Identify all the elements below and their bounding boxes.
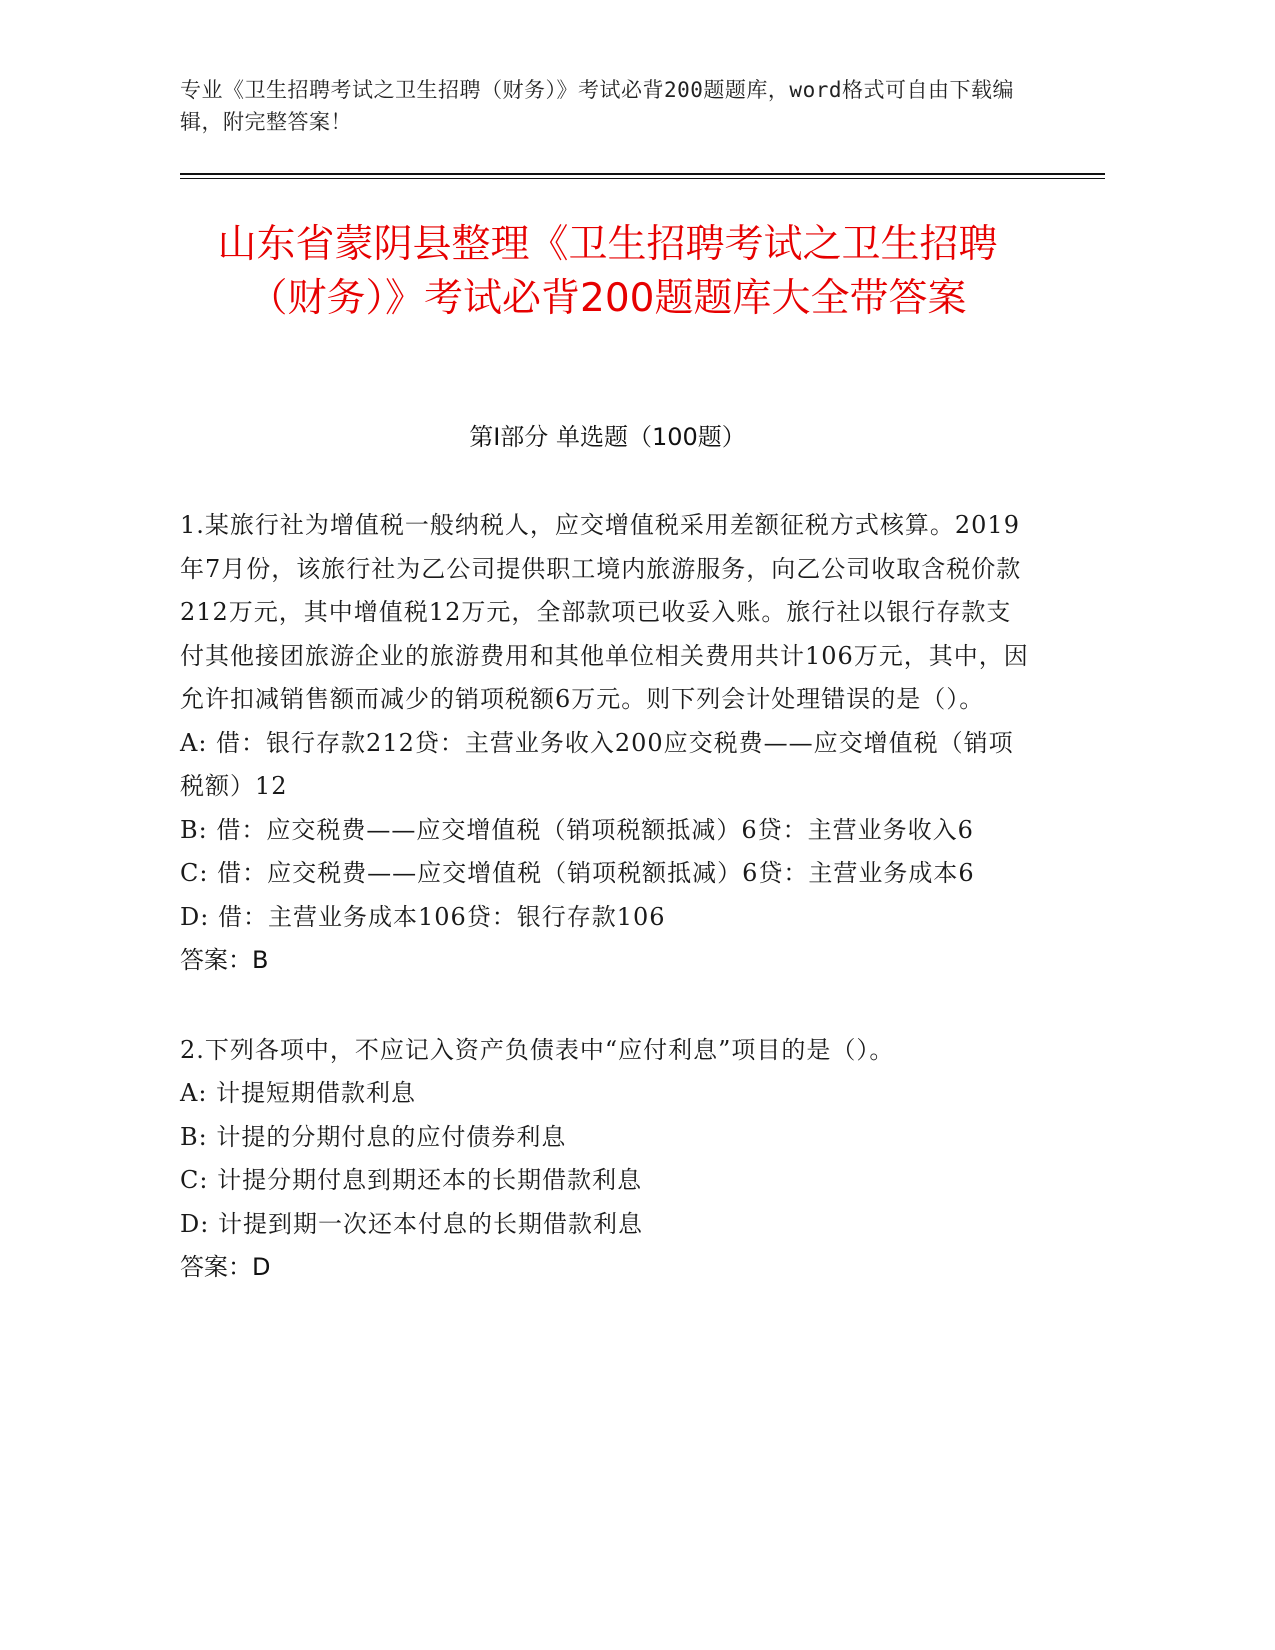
option-b: B: 借：应交税费——应交增值税（销项税额抵减）6贷：主营业务收入6 [180,815,974,844]
question-1 [180,504,1030,983]
option-d: D: 计提到期一次还本付息的长期借款利息 [180,1209,643,1238]
option-b: B: 计提的分期付息的应付债券利息 [180,1122,567,1151]
option-c: C: 借：应交税费——应交增值税（销项税额抵减）6贷：主营业务成本6 [180,859,975,887]
option-c: C: 计提分期付息到期还本的长期借款利息 [180,1166,643,1194]
document-title: 山东省蒙阴县整理《卫生招聘考试之卫生招聘（财务）》考试必背200题题库大全带答案 [217,222,998,321]
header-divider-thick [180,173,1105,175]
answer-line: 答案：B [180,946,269,974]
question-stem: 2.下列各项中，不应记入资产负债表中“应付利息”项目的是（）。 [180,1035,895,1064]
option-a: A: 借：银行存款212贷：主营业务收入200应交税费——应交增值税（销项税额）12 [180,728,1014,800]
answer-line: 答案：D [180,1253,271,1281]
option-d: D: 借：主营业务成本106贷：银行存款106 [180,902,666,931]
question-list [180,504,1030,1336]
header-divider-thin [180,178,1105,179]
option-a: A: 计提短期借款利息 [180,1079,417,1107]
question-2 [180,1029,1030,1290]
header-note: 专业《卫生招聘考试之卫生招聘（财务）》考试必背200题题库，word格式可自由下载编辑，附完整答案！ [180,78,1014,134]
section-heading: 第Ⅰ部分 单选题（100题） [469,423,746,451]
question-stem: 1.某旅行社为增值税一般纳税人，应交增值税采用差额征税方式核算。2019年7月份，该旅行社为乙公司提供职工境内旅游服务，向乙公司收取含税价款212万元，其中增值税12万元，全部款项已收妥入账。旅行社以银行存款支付其他接团旅游企业的旅游费用和其他单位相关费用共计106万元，其中，因允许扣减销售额而减少的销项税额6万元。则下列会计处理错误的是（）。 [180,511,1029,713]
